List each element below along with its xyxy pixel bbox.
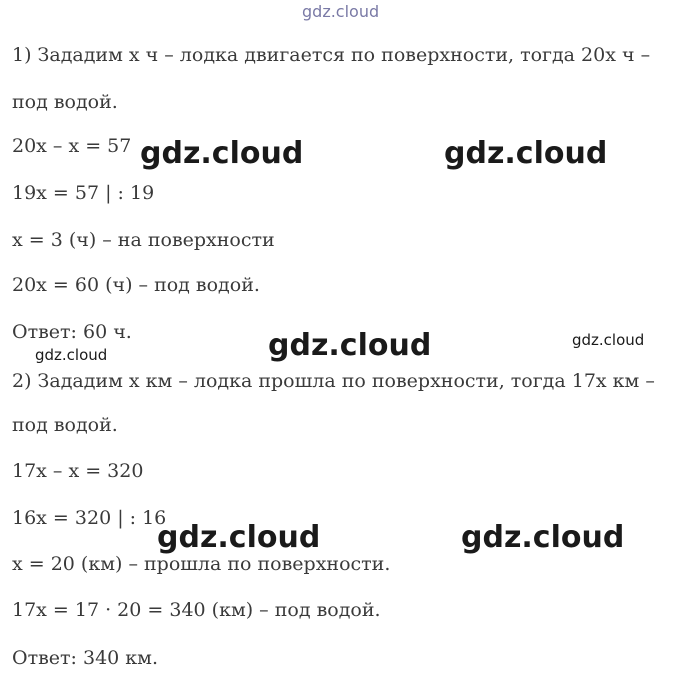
watermark-5: gdz.cloud xyxy=(35,346,108,364)
part2-answer: Ответ: 340 км. xyxy=(12,647,158,669)
part1-line4: 19x = 57 | : 19 xyxy=(12,182,155,204)
watermark-2: gdz.cloud xyxy=(444,136,608,171)
watermark-6: gdz.cloud xyxy=(157,520,321,555)
part1-line1: 1) Зададим x ч – лодка двигается по поверхности, тогда 20x ч – xyxy=(12,44,651,66)
part1-line2: под водой. xyxy=(12,91,118,113)
watermark-4: gdz.cloud xyxy=(572,331,645,349)
part1-answer: Ответ: 60 ч. xyxy=(12,321,132,343)
part2-line4: 16x = 320 | : 16 xyxy=(12,507,167,529)
part1-line3: 20x – x = 57 xyxy=(12,135,132,157)
part2-line5: x = 20 (км) – прошла по поверхности. xyxy=(12,553,391,575)
part1-line5: x = 3 (ч) – на поверхности xyxy=(12,229,275,251)
part2-line1: 2) Зададим x км – лодка прошла по поверхности, тогда 17x км – xyxy=(12,370,655,392)
part1-line6: 20x = 60 (ч) – под водой. xyxy=(12,274,260,296)
part2-line3: 17x – x = 320 xyxy=(12,460,144,482)
watermark-1: gdz.cloud xyxy=(140,136,304,171)
part2-line6: 17x = 17 · 20 = 340 (км) – под водой. xyxy=(12,599,381,621)
part2-line2: под водой. xyxy=(12,414,118,436)
watermark-top: gdz.cloud xyxy=(302,2,380,21)
watermark-3: gdz.cloud xyxy=(268,328,432,363)
watermark-7: gdz.cloud xyxy=(461,520,625,555)
